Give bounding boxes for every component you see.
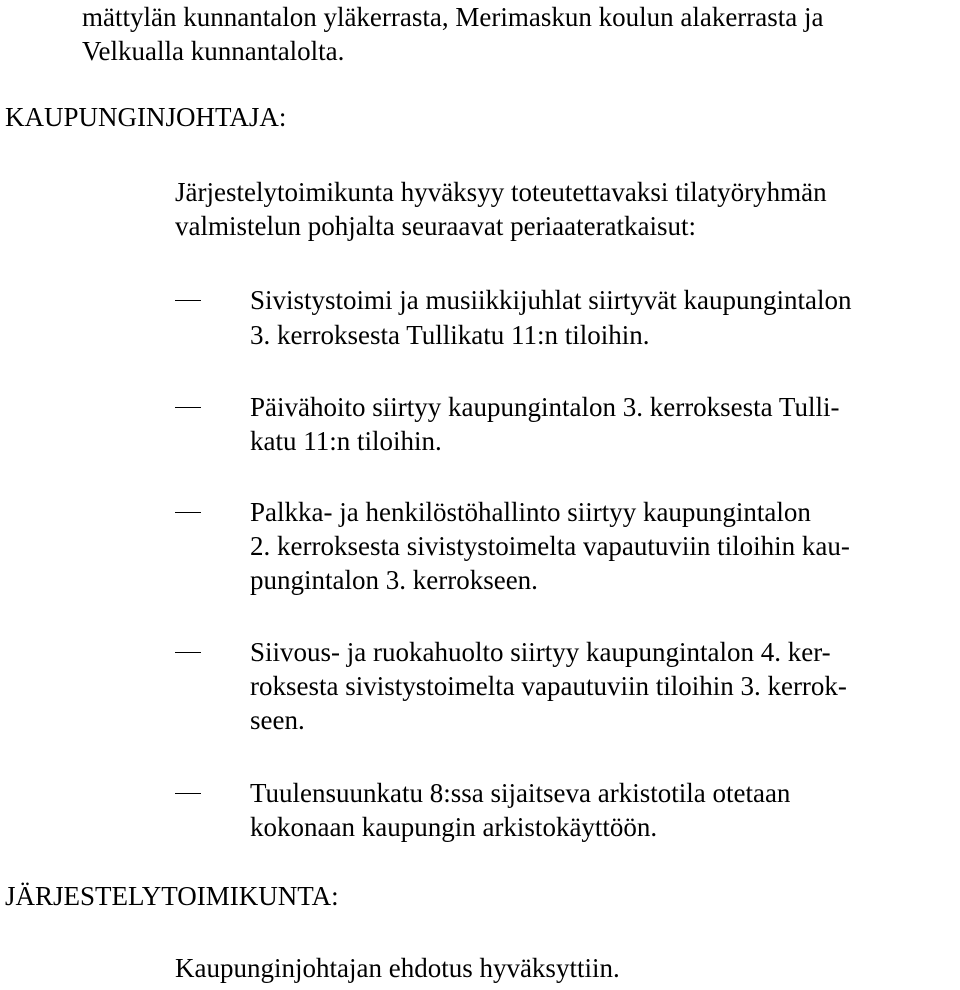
committee-heading: JÄRJESTELYTOIMIKUNTA: xyxy=(5,881,339,911)
list-item-line: Tuulensuunkatu 8:ssa sijaitseva arkistotila otetaan xyxy=(250,778,791,808)
list-item-line: katu 11:n tiloihin. xyxy=(250,426,442,456)
proposal-line-2: valmistelun pohjalta seuraavat periaateratkaisut: xyxy=(175,211,697,241)
list-dash xyxy=(175,300,201,301)
list-dash xyxy=(175,407,201,408)
committee-decision: Kaupunginjohtajan ehdotus hyväksyttiin. xyxy=(175,953,620,983)
list-item-line: kokonaan kaupungin arkistokäyttöön. xyxy=(250,812,658,842)
list-item-line: roksesta sivistystoimelta vapautuviin tiloihin 3. kerrok- xyxy=(250,671,847,701)
list-item-line: Päivähoito siirtyy kaupungintalon 3. kerroksesta Tulli- xyxy=(250,392,840,422)
list-item-line: 2. kerroksesta sivistystoimelta vapautuviin tiloihin kau- xyxy=(250,531,850,561)
list-item-line: Siivous- ja ruokahuolto siirtyy kaupungintalon 4. ker- xyxy=(250,637,831,667)
mayor-heading: KAUPUNGINJOHTAJA: xyxy=(5,102,287,132)
list-dash xyxy=(175,512,201,513)
list-dash xyxy=(175,793,201,794)
list-item-line: 3. kerroksesta Tullikatu 11:n tiloihin. xyxy=(250,320,650,350)
list-dash xyxy=(175,652,201,653)
list-item-line: seen. xyxy=(250,705,305,735)
intro-line-2: Velkualla kunnantalolta. xyxy=(82,36,345,66)
list-item-line: Sivistystoimi ja musiikkijuhlat siirtyvät kaupungintalon xyxy=(250,285,852,315)
list-item-line: pungintalon 3. kerrokseen. xyxy=(250,565,538,595)
intro-line-1: mättylän kunnantalon yläkerrasta, Merimaskun koulun alakerrasta ja xyxy=(82,2,824,32)
list-item-line: Palkka- ja henkilöstöhallinto siirtyy kaupungintalon xyxy=(250,497,811,527)
proposal-line-1: Järjestelytoimikunta hyväksyy toteutettavaksi tilatyöryhmän xyxy=(175,177,827,207)
